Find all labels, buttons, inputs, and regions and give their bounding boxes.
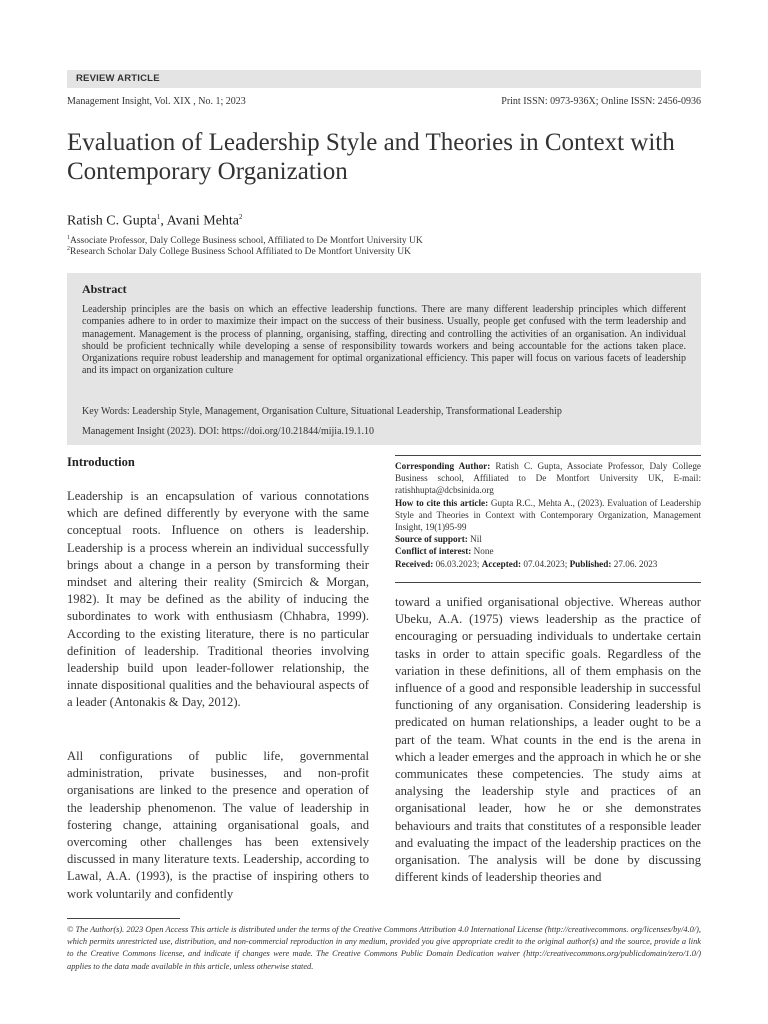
info-rule-bottom: [395, 582, 701, 583]
author-superscript: 1: [156, 213, 161, 221]
journal-citation: Management Insight, Vol. XIX , No. 1; 2023: [67, 96, 246, 107]
info-value: None: [471, 546, 494, 557]
author-name: Ratish C. Gupta: [67, 213, 157, 229]
info-value: Nil: [467, 534, 482, 545]
info-label: Accepted:: [481, 558, 522, 569]
info-label: Corresponding Author:: [395, 461, 491, 471]
info-label: How to cite this article:: [395, 497, 489, 508]
affiliation-2: [67, 246, 411, 257]
abstract-box: [67, 273, 701, 445]
abstract-heading: Abstract: [82, 282, 127, 296]
intro-paragraph-2: All configurations of public life, governmental administration, private businesses, and non-profit organisations are linked to the presence and operation of the leadership phenomenon. The value of leadership in fostering change, attaining organisational goals, and overcoming other challenges has been extensively discussed in many literature texts. Leadership, according to Lawal, A.A. (1993), is the practise of inspiring others to work voluntarily and confidently: [67, 749, 369, 901]
author-name: Avani Mehta: [166, 213, 240, 229]
info-value: Ratish C. Gupta, Associate Professor, Daly College Business school, Affiliated to De Montfort University UK, E-mail: ratishhupta@dcbsinida.org: [395, 461, 701, 496]
abstract-text: Leadership principles are the basis on which an effective leadership functions. There are many different leadership principles which different companies adhere to in order to maximize their impact on the success of their business. Usually, people get confused with the term leadership and management. Management is the process of planning, organising, staffing, directing and controlling the activities of an organisation. An individual should be proficient technically while developing a sense of responsibility towards workers and being accountable for the actions taken place. Organizations require robust leadership and management for optimal organizational efficiency. This paper will focus on various facets of leadership and its impact on organization culture: [82, 304, 686, 377]
info-label: Published:: [569, 558, 612, 569]
license-footnote: © The Author(s). 2023 Open Access This article is distributed under the terms of the Creative Commons Attribution 4.0 International License (http://creativecommons. org/licenses/by/4.0/), which permits unrestricted use, distribution, and non-commercial reproduction in any medium, provided you give appropriate credit to the original author(s) and the source, provide a link to the Creative Commons license, and indicate if changes were made. The Creative Commons Public Domain Dedication waiver (http://creativecommons.org/publicdomain/zero/1.0/) applies to the data made available in this article, unless otherwise stated.: [67, 925, 701, 971]
affiliation-text: Research Scholar Daly College Business School Affiliated to De Montfort University UK: [70, 247, 411, 258]
article-type-banner: [67, 70, 701, 88]
info-value: 07.04.2023;: [521, 558, 570, 569]
affiliation-1: [67, 235, 423, 246]
article-info-text: [395, 460, 701, 570]
info-rule-top: [395, 455, 701, 456]
doi-line: Management Insight (2023). DOI: https://doi.org/10.21844/mijia.19.1.10: [82, 426, 375, 437]
info-label: Source of support:: [395, 534, 468, 545]
keywords: Key Words: Leadership Style, Management, Organisation Culture, Situational Leadership, Transformational Leadership: [82, 406, 562, 417]
info-value: 06.03.2023;: [433, 558, 482, 569]
author-superscript: 2: [239, 213, 243, 221]
journal-issn: Print ISSN: 0973-936X; Online ISSN: 2456-0936: [501, 96, 701, 107]
author-separator: ,: [160, 213, 167, 229]
author-list: [67, 213, 243, 230]
info-value: Gupta R.C., Mehta A., (2023). Evaluation of Leadership Style and Theories in Context with Contemporary Organization, Management Insight, 19(1)95-99: [395, 497, 701, 533]
intro-paragraph-3: toward a unified organisational objective. Whereas author Ubeku, A.A. (1975) views leadership as the practice of encouraging or persuading individuals to undertake certain tasks in order to attain specific goals. Regardless of the variation in these definitions, all of them emphasis on the influence of a good and responsible leadership in successful functioning of any organisation. Considering leadership is predicated on human relationships, a leader ought to be a part of the team. What counts in the end is the arena in which a leader emerges and the approach in which he or she communicates these competencies. The study aims at analysing the leadership style and practices of an organisational leader, how he or she demonstrates behaviours and traits that constitutes of a responsible leader and evaluating the impact of the leadership practices on the organisation. The analysis will be done by discussing different kinds of leadership theories and: [395, 595, 701, 885]
article-type-label: REVIEW ARTICLE: [76, 73, 160, 84]
affiliation-superscript: 2: [67, 246, 70, 252]
article-title: Evaluation of Leadership Style and Theories in Context with Contemporary Organization: [67, 129, 675, 185]
affiliation-superscript: 1: [67, 235, 70, 241]
info-value: 27.06. 2023: [611, 558, 658, 569]
intro-paragraph-1: Leadership is an encapsulation of various connotations which are defined differently by everyone with the same conceptual roots. Influence on others is leadership. Leadership is a process wherein an individual successfully brings about a change in a person by transforming their mindset and altering their reality (Smircich & Morgan, 1982). It may be defined as the ability of inducing the subordinates to work with enthusiasm (Chhabra, 1999). According to the existing literature, there is no particular definition of leadership. Traditional theories involving leadership build upon leader-follower relationship, the innate dispositional qualities and the behavioural aspects of a leader (Antonakis & Day, 2012).: [67, 489, 369, 710]
footnote-rule: [67, 918, 180, 919]
section-heading: Introduction: [67, 455, 135, 469]
info-label: Conflict of interest:: [395, 546, 472, 557]
info-label: Received:: [395, 558, 434, 569]
affiliation-text: Associate Professor, Daly College Business school, Affiliated to De Montfort University UK: [70, 236, 423, 247]
